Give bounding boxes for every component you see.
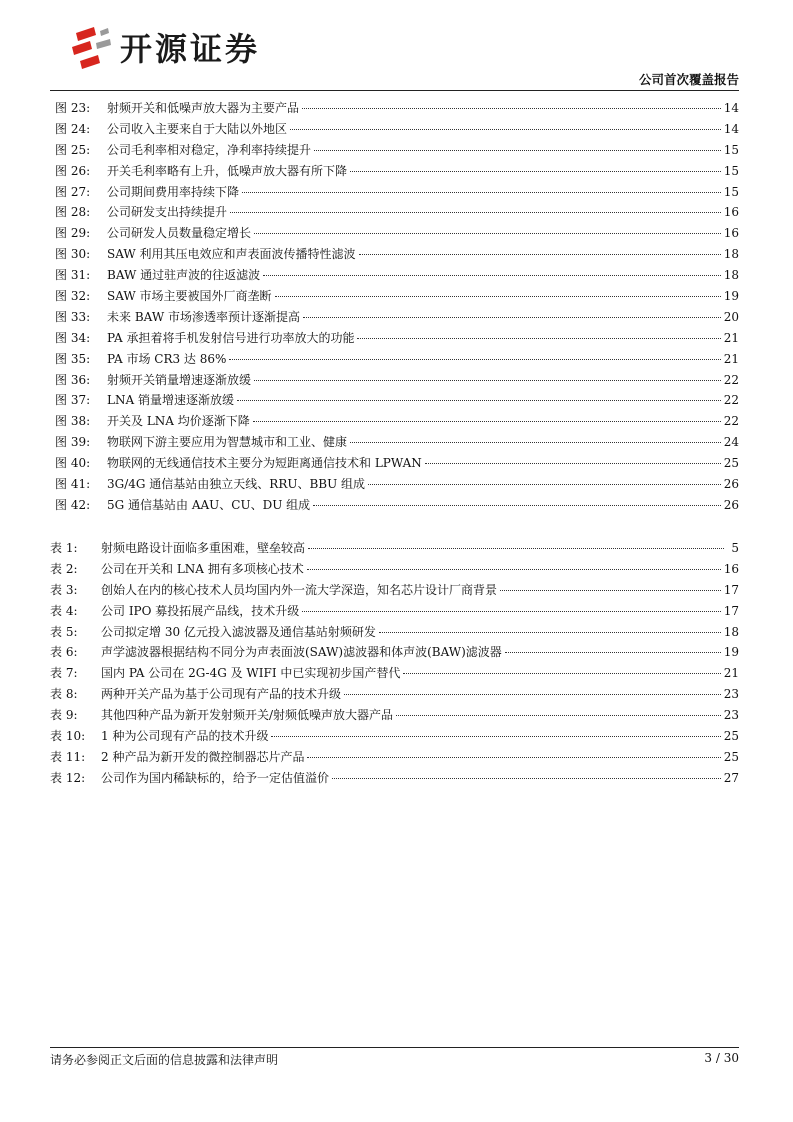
entry-page-number: 23 bbox=[723, 687, 739, 702]
entry-page-number: 23 bbox=[723, 708, 739, 723]
figure-toc-entry[interactable] bbox=[50, 266, 739, 287]
entry-page-number: 14 bbox=[723, 101, 739, 115]
entry-number: 图 36: bbox=[55, 372, 91, 387]
entry-number: 表 2: bbox=[50, 561, 78, 576]
dot-leader bbox=[275, 296, 721, 297]
figure-toc-entry[interactable] bbox=[50, 433, 739, 454]
entry-number: 图 35: bbox=[55, 351, 91, 366]
entry-title: 物联网下游主要应用为智慧城市和工业、健康 bbox=[107, 435, 348, 450]
table-toc-entry[interactable] bbox=[50, 685, 739, 706]
entry-number: 图 41: bbox=[55, 477, 91, 492]
entry-page-number: 18 bbox=[723, 268, 739, 283]
entry-title: 公司研发支出持续提升 bbox=[107, 205, 228, 220]
table-toc-entry[interactable] bbox=[50, 581, 739, 602]
entry-page-number: 22 bbox=[723, 372, 739, 387]
footer-divider bbox=[50, 1047, 739, 1048]
figure-toc-entry[interactable] bbox=[50, 412, 739, 433]
entry-page-number: 15 bbox=[723, 184, 739, 199]
table-toc-entry[interactable] bbox=[50, 623, 739, 644]
entry-page-number: 15 bbox=[723, 163, 739, 178]
figure-toc-entry[interactable] bbox=[50, 99, 739, 120]
entry-title: 公司毛利率相对稳定，净利率持续提升 bbox=[107, 142, 312, 157]
entry-title: PA 承担着将手机发射信号进行功率放大的功能 bbox=[107, 330, 355, 345]
entry-page-number: 20 bbox=[723, 309, 739, 324]
entry-title: PA 市场 CR3 达 86% bbox=[107, 351, 227, 366]
entry-title: 公司在开关和 LNA 拥有多项核心技术 bbox=[101, 561, 304, 576]
entry-title: 公司研发人员数量稳定增长 bbox=[107, 226, 252, 241]
dot-leader bbox=[229, 359, 720, 360]
entry-number: 图 37: bbox=[55, 393, 91, 408]
entry-page-number: 21 bbox=[723, 666, 739, 681]
report-type-label: 公司首次覆盖报告 bbox=[638, 72, 739, 87]
entry-title: 开关毛利率略有上升，低噪声放大器有所下降 bbox=[107, 163, 348, 178]
entry-page-number: 26 bbox=[723, 477, 739, 492]
entry-number: 表 9: bbox=[50, 708, 78, 723]
table-toc-entry[interactable] bbox=[50, 539, 739, 560]
entry-number: 图 33: bbox=[55, 309, 91, 324]
entry-page-number: 14 bbox=[723, 121, 739, 136]
figure-toc-entry[interactable] bbox=[50, 245, 739, 266]
figure-toc-entry[interactable] bbox=[50, 350, 739, 371]
dot-leader bbox=[359, 254, 721, 255]
dot-leader bbox=[271, 736, 720, 737]
entry-title: 其他四种产品为新开发射频开关/射频低噪声放大器产品 bbox=[101, 708, 394, 723]
entry-title: 1 种为公司现有产品的技术升级 bbox=[101, 729, 269, 744]
figure-toc-entry[interactable] bbox=[50, 496, 739, 517]
table-toc-entry[interactable] bbox=[50, 706, 739, 727]
entry-page-number: 17 bbox=[723, 603, 739, 618]
figure-toc-entry[interactable] bbox=[50, 203, 739, 224]
entry-page-number: 21 bbox=[723, 330, 739, 345]
figure-toc-entry[interactable] bbox=[50, 224, 739, 245]
page-number: 3 / 30 bbox=[704, 1051, 739, 1065]
dot-leader bbox=[242, 192, 721, 193]
dot-leader bbox=[500, 590, 721, 591]
entry-title: 公司作为国内稀缺标的，给予一定估值溢价 bbox=[101, 770, 330, 785]
entry-title: 2 种产品为新开发的微控制器芯片产品 bbox=[101, 749, 305, 764]
entry-page-number: 16 bbox=[723, 561, 739, 576]
entry-page-number: 5 bbox=[731, 541, 739, 555]
table-toc-entry[interactable] bbox=[50, 727, 739, 748]
brand-name: 开源证券 bbox=[120, 30, 261, 68]
entry-number: 表 1: bbox=[50, 541, 78, 555]
entry-number: 表 12: bbox=[50, 770, 86, 785]
entry-number: 图 40: bbox=[55, 456, 91, 471]
dot-leader bbox=[344, 694, 721, 695]
entry-title: SAW 利用其压电效应和声表面波传播特性滤波 bbox=[107, 247, 356, 262]
dot-leader bbox=[303, 317, 721, 318]
entry-page-number: 22 bbox=[723, 393, 739, 408]
entry-number: 表 6: bbox=[50, 645, 78, 660]
entry-title: 公司 IPO 募投拓展产品线，技术升级 bbox=[101, 603, 300, 618]
table-toc-entry[interactable] bbox=[50, 560, 739, 581]
dot-leader bbox=[505, 652, 721, 653]
dot-leader bbox=[263, 275, 721, 276]
entry-title: 物联网的无线通信技术主要分为短距离通信技术和 LPWAN bbox=[107, 456, 422, 471]
entry-title: 公司拟定增 30 亿元投入滤波器及通信基站射频研发 bbox=[101, 624, 376, 639]
dot-leader bbox=[314, 150, 721, 151]
dot-leader bbox=[307, 569, 721, 570]
header-divider bbox=[50, 90, 739, 91]
figure-toc-entry[interactable] bbox=[50, 162, 739, 183]
entry-title: SAW 市场主要被国外厂商垄断 bbox=[107, 289, 272, 304]
entry-title: 两种开关产品为基于公司现有产品的技术升级 bbox=[101, 687, 342, 702]
entry-title: BAW 通过驻声波的往返滤波 bbox=[107, 268, 261, 283]
entry-page-number: 16 bbox=[723, 226, 739, 241]
entry-number: 图 39: bbox=[55, 435, 91, 450]
entry-number: 图 27: bbox=[55, 184, 91, 199]
kaiyuan-logo-icon bbox=[66, 23, 114, 71]
entry-number: 图 31: bbox=[55, 268, 91, 283]
entry-number: 图 23: bbox=[55, 101, 91, 115]
dot-leader bbox=[350, 442, 721, 443]
dot-leader bbox=[396, 715, 721, 716]
entry-title: 射频电路设计面临多重困难，壁垒较高 bbox=[101, 541, 306, 555]
entry-title: 射频开关销量增速逐渐放缓 bbox=[107, 372, 252, 387]
entry-number: 图 42: bbox=[55, 497, 91, 512]
entry-number: 表 3: bbox=[50, 582, 78, 597]
entry-number: 图 26: bbox=[55, 163, 91, 178]
brand-logo bbox=[66, 22, 260, 72]
dot-leader bbox=[403, 673, 720, 674]
figure-toc-entry[interactable] bbox=[50, 329, 739, 350]
table-toc-entry[interactable] bbox=[50, 602, 739, 623]
table-toc-entry[interactable] bbox=[50, 664, 739, 685]
dot-leader bbox=[425, 463, 721, 464]
figure-toc-entry[interactable] bbox=[50, 120, 739, 141]
entry-page-number: 16 bbox=[723, 205, 739, 220]
dot-leader bbox=[357, 338, 720, 339]
entry-number: 表 4: bbox=[50, 603, 78, 618]
entry-page-number: 26 bbox=[723, 497, 739, 512]
table-toc-entry[interactable] bbox=[50, 769, 739, 790]
figure-index-list bbox=[50, 99, 739, 517]
table-toc-entry[interactable] bbox=[50, 643, 739, 664]
table-index-list bbox=[50, 539, 739, 790]
entry-number: 图 25: bbox=[55, 142, 91, 157]
entry-page-number: 18 bbox=[723, 247, 739, 262]
entry-title: 开关及 LNA 均价逐渐下降 bbox=[107, 414, 250, 429]
footer-disclaimer: 请务必参阅正文后面的信息披露和法律声明 bbox=[50, 1053, 279, 1067]
entry-title: 公司期间费用率持续下降 bbox=[107, 184, 240, 199]
entry-number: 图 32: bbox=[55, 289, 91, 304]
entry-page-number: 19 bbox=[723, 645, 739, 660]
entry-page-number: 25 bbox=[723, 456, 739, 471]
entry-number: 图 28: bbox=[55, 205, 91, 220]
figure-toc-entry[interactable] bbox=[50, 371, 739, 392]
entry-page-number: 15 bbox=[723, 142, 739, 157]
entry-number: 图 30: bbox=[55, 247, 91, 262]
dot-leader bbox=[302, 611, 720, 612]
entry-number: 表 10: bbox=[50, 729, 86, 744]
dot-leader bbox=[313, 505, 721, 506]
figure-toc-entry[interactable] bbox=[50, 308, 739, 329]
entry-page-number: 19 bbox=[723, 289, 739, 304]
entry-page-number: 25 bbox=[723, 749, 739, 764]
entry-page-number: 24 bbox=[723, 435, 739, 450]
dot-leader bbox=[350, 171, 721, 172]
entry-title: 国内 PA 公司在 2G-4G 及 WIFI 中已实现初步国产替代 bbox=[101, 666, 401, 681]
entry-number: 表 7: bbox=[50, 666, 78, 681]
dot-leader bbox=[379, 632, 721, 633]
entry-title: 射频开关和低噪声放大器为主要产品 bbox=[107, 101, 300, 115]
dot-leader bbox=[230, 212, 721, 213]
entry-number: 图 38: bbox=[55, 414, 91, 429]
figure-toc-entry[interactable] bbox=[50, 391, 739, 412]
entry-page-number: 21 bbox=[723, 351, 739, 366]
dot-leader bbox=[308, 548, 724, 549]
entry-title: 5G 通信基站由 AAU、CU、DU 组成 bbox=[107, 497, 311, 512]
entry-title: 公司收入主要来自于大陆以外地区 bbox=[107, 121, 288, 136]
dot-leader bbox=[254, 380, 721, 381]
entry-number: 图 24: bbox=[55, 121, 91, 136]
dot-leader bbox=[368, 484, 721, 485]
entry-title: LNA 销量增速逐渐放缓 bbox=[107, 393, 234, 408]
entry-number: 表 5: bbox=[50, 624, 78, 639]
dot-leader bbox=[237, 400, 721, 401]
entry-page-number: 27 bbox=[723, 770, 739, 785]
entry-title: 3G/4G 通信基站由独立天线、RRU、BBU 组成 bbox=[107, 477, 366, 492]
figure-toc-entry[interactable] bbox=[50, 454, 739, 475]
figure-toc-entry[interactable] bbox=[50, 141, 739, 162]
entry-page-number: 18 bbox=[723, 624, 739, 639]
entry-page-number: 17 bbox=[723, 582, 739, 597]
dot-leader bbox=[302, 108, 721, 109]
entry-number: 图 34: bbox=[55, 330, 91, 345]
entry-page-number: 22 bbox=[723, 414, 739, 429]
entry-page-number: 25 bbox=[723, 729, 739, 744]
dot-leader bbox=[254, 233, 721, 234]
dot-leader bbox=[253, 421, 721, 422]
entry-title: 声学滤波器根据结构不同分为声表面波(SAW)滤波器和体声波(BAW)滤波器 bbox=[101, 645, 502, 660]
dot-leader bbox=[307, 757, 720, 758]
entry-number: 图 29: bbox=[55, 226, 91, 241]
figure-toc-entry[interactable] bbox=[50, 475, 739, 496]
table-toc-entry[interactable] bbox=[50, 748, 739, 769]
entry-title: 创始人在内的核心技术人员均国内外一流大学深造，知名芯片设计厂商背景 bbox=[101, 582, 498, 597]
entry-number: 表 11: bbox=[50, 749, 86, 764]
figure-toc-entry[interactable] bbox=[50, 183, 739, 204]
dot-leader bbox=[332, 778, 721, 779]
entry-number: 表 8: bbox=[50, 687, 78, 702]
figure-toc-entry[interactable] bbox=[50, 287, 739, 308]
entry-title: 未来 BAW 市场渗透率预计逐渐提高 bbox=[107, 309, 300, 324]
dot-leader bbox=[290, 129, 721, 130]
